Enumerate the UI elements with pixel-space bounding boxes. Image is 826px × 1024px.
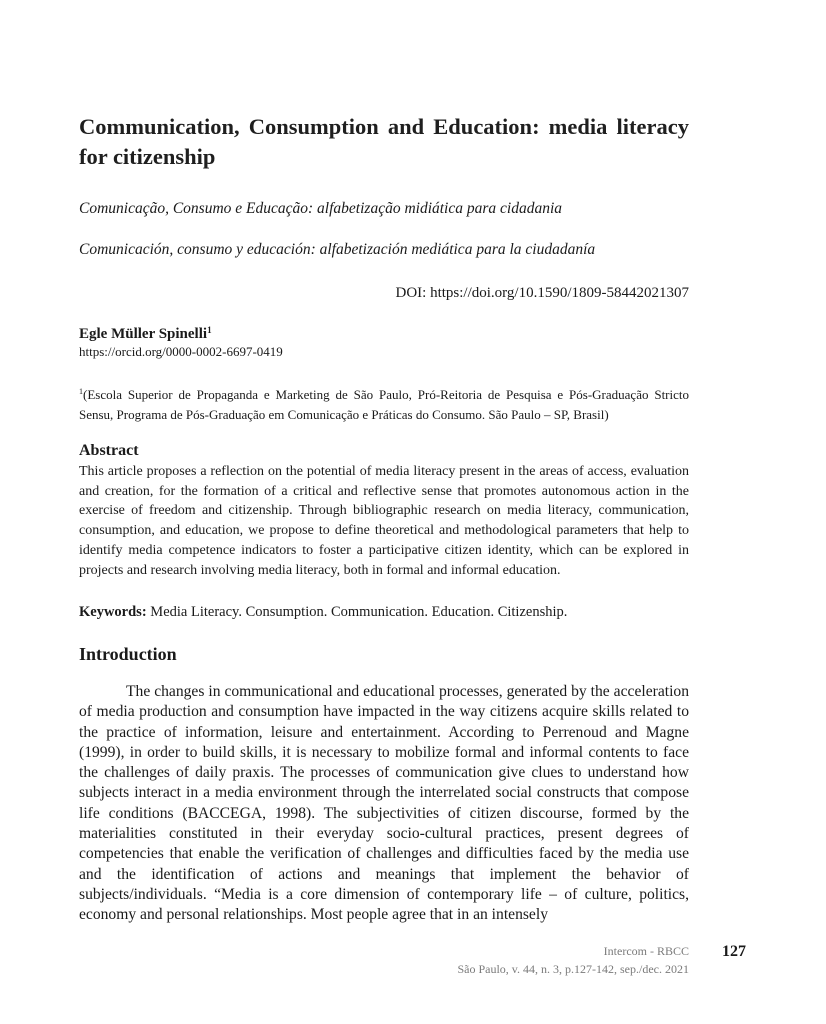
doi-link[interactable]: DOI: https://doi.org/10.1590/1809-58442021307 xyxy=(395,285,689,301)
footer-citation: São Paulo, v. 44, n. 3, p.127-142, sep./dec. 2021 xyxy=(457,962,689,976)
page-footer xyxy=(457,942,689,978)
keywords xyxy=(79,602,689,622)
introduction-body: The changes in communicational and educational processes, generated by the acceleration of media production and consumption have impacted in the way citizens acquire skills related to the practice of information, leisure and entertainment. According to Perrenoud and Magne (1999), in order to build skills, it is necessary to mobilize formal and informal contents to face the challenges of daily praxis. The processes of communication give clues to understand how subjects interact in a media environment through the interrelated social constructs that compose life conditions (BACCEGA, 1998). The subjectivities of citizen discourse, formed by the materialities constituted in their everyday socio-cultural practices, present degrees of competencies that enable the verification of challenges and difficulties faced by the media use and the identification of actions and meanings that implement the behavior of subjects/individuals. “Media is a core dimension of contemporary life – of culture, politics, economy and personal relationships. Most people agree that in an intensely xyxy=(79,683,689,924)
affiliation-text: (Escola Superior de Propaganda e Marketing de São Paulo, Pró-Reitoria de Pesquisa e Pós-Graduação Stricto Sensu, Programa de Pós-Graduação em Comunicação e Práticas do Consumo. São Paulo – SP, Brasil) xyxy=(79,387,689,422)
abstract-body: This article proposes a reflection on the potential of media literacy present in the areas of access, evaluation and creation, for the formation of a critical and reflective sense that promotes autonomous action in the exercise of freedom and citizenship. Through bibliographic research on media literacy, communication, consumption, and education, we propose to define theoretical and methodological parameters that help to identify media competence indicators to foster a participative citizen identity, which can be explored in projects and research involving media literacy, both in formal and informal education. xyxy=(79,464,689,578)
author-footnote-marker: 1 xyxy=(207,325,212,335)
article-title-portuguese: Comunicação, Consumo e Educação: alfabetização midiática para cidadania xyxy=(79,200,563,217)
introduction-heading: Introduction xyxy=(79,644,177,664)
author-affiliation xyxy=(79,382,689,425)
abstract-heading: Abstract xyxy=(79,442,139,459)
page-number: 127 xyxy=(722,943,746,960)
affiliation-marker: 1 xyxy=(79,387,83,396)
keywords-label: Keywords: xyxy=(79,604,147,620)
author-orcid-link[interactable]: https://orcid.org/0000-0002-6697-0419 xyxy=(79,344,283,359)
author-name xyxy=(79,320,212,344)
footer-journal-name: Intercom - RBCC xyxy=(603,944,689,958)
keywords-list: Media Literacy. Consumption. Communication. Education. Citizenship. xyxy=(146,604,568,620)
article-title: Communication, Consumption and Education: media literacy for citizenship xyxy=(79,114,689,169)
article-title-spanish: Comunicación, consumo y educación: alfabetización mediática para la ciudadanía xyxy=(79,241,596,258)
author-name-text: Egle Müller Spinelli xyxy=(79,326,208,342)
